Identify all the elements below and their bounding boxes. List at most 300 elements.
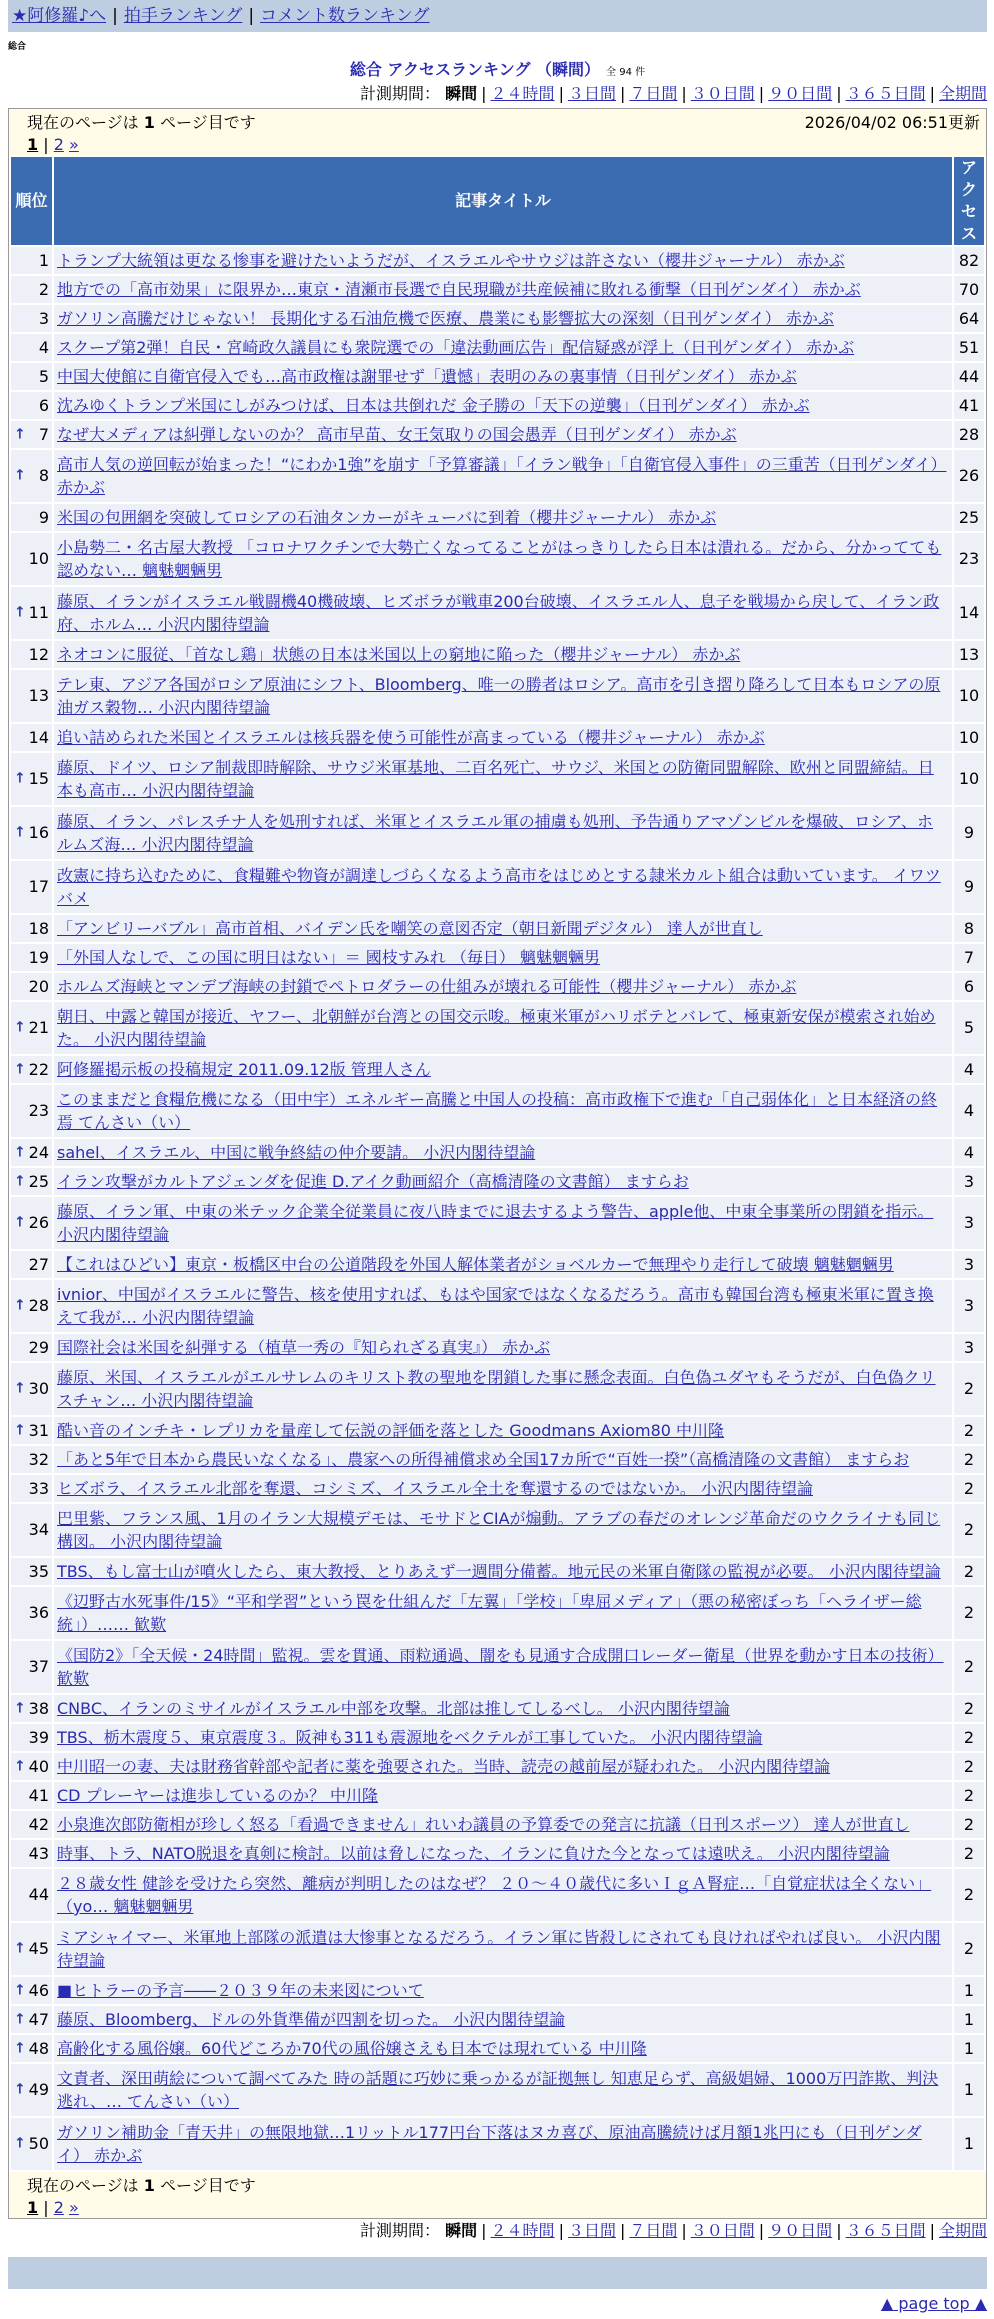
article-link[interactable]: 巴里紫、フランス風、1月のイラン大規模デモは、モサドとCIAが煽動。アラブの春だのオレンジ革命だのウクライナも同じ構図。 小沢内閣待望論 — [57, 1509, 941, 1551]
table-row — [11, 1446, 984, 1473]
rank-cell — [11, 670, 52, 722]
article-link[interactable]: 沈みゆくトランプ米国にしがみつけば、日本は共倒れだ 金子勝の「天下の逆襲」（日刊ゲンダイ） 赤かぶ — [57, 396, 810, 415]
rank-number: 42 — [28, 1814, 49, 1834]
article-link[interactable]: なぜ大メディアは糾弾しないのか？ 高市早苗、女王気取りの国会愚弄（日刊ゲンダイ） 赤かぶ — [57, 425, 737, 444]
access-count: 4 — [954, 1056, 984, 1083]
rank-cell — [11, 641, 52, 668]
page-title-row — [8, 60, 987, 82]
rank-cell — [11, 2064, 52, 2116]
article-link[interactable]: 藤原、イラン、パレスチナ人を処刑すれば、米軍とイスラエル軍の捕虜も処刑、予告通りアマゾンビルを爆破、ロシア、ホルムズ海… 小沢内閣待望論 — [57, 812, 934, 854]
period-option[interactable]: ７日間 — [629, 2221, 678, 2240]
rank-cell — [11, 2035, 52, 2062]
pager-bottom: 1 | 2 » — [27, 2198, 79, 2217]
rank-cell — [11, 1977, 52, 2004]
rank-number: 41 — [28, 1785, 49, 1805]
rank-number: 28 — [28, 1296, 49, 1315]
title-cell — [54, 421, 952, 448]
table-row — [11, 1869, 984, 1921]
article-link[interactable]: CNBC、イランのミサイルがイスラエル中部を攻撃。北部は推してしるべし。 小沢内閣待望論 — [57, 1699, 730, 1718]
rank-number: 23 — [28, 1101, 49, 1120]
rank-number: 1 — [38, 250, 49, 270]
access-count: 2 — [954, 1811, 984, 1838]
period-current: 瞬間 — [445, 84, 478, 103]
article-link[interactable]: このままだと食糧危機になる（田中宇）エネルギー高騰と中国人の投稿：高市政権下で進む「自己弱体化」と日本経済の終焉 てんさい（い） — [57, 1090, 938, 1132]
period-selector-top — [8, 82, 987, 106]
access-count: 51 — [954, 334, 984, 361]
title-cell — [54, 1168, 952, 1195]
title-cell — [54, 1641, 952, 1693]
table-row — [11, 450, 984, 502]
period-label: 計測期間： — [360, 2221, 441, 2240]
article-link[interactable]: ■ヒトラーの予言――２０３９年の未来図について — [57, 1981, 424, 2000]
rank-cell — [11, 533, 52, 585]
rank-number: 6 — [38, 395, 49, 415]
period-option[interactable]: ３０日間 — [690, 84, 755, 103]
period-option[interactable]: ９０日間 — [768, 2221, 833, 2240]
rank-cell — [11, 915, 52, 942]
title-cell — [54, 1923, 952, 1975]
access-count: 2 — [954, 1475, 984, 1502]
article-link[interactable]: sahel、イスラエル、中国に戦争終結の仲介要請。 小沢内閣待望論 — [57, 1143, 536, 1162]
title-cell — [54, 670, 952, 722]
access-count: 4 — [954, 1085, 984, 1137]
access-count: 1 — [954, 2118, 984, 2170]
period-separator: | — [558, 84, 564, 103]
title-cell — [54, 973, 952, 1000]
article-link[interactable]: 高齢化する風俗嬢。60代どころか70代の風俗嬢さえも日本では現れている 中川隆 — [57, 2039, 647, 2058]
rank-number: 20 — [28, 976, 49, 996]
period-separator: | — [619, 84, 626, 103]
page-top-row — [8, 2289, 987, 2319]
table-row — [11, 1977, 984, 2004]
table-row — [11, 1251, 984, 1278]
article-link[interactable]: ヒズボラ、イスラエル北部を奪還、コシミズ、イスラエル全土を奪還するのではないか。 小沢内閣待望論 — [57, 1479, 813, 1498]
page-top-link[interactable]: ▲ page top ▲ — [880, 2294, 987, 2313]
rank-cell — [11, 1085, 52, 1137]
table-row — [11, 973, 984, 1000]
rank-cell — [11, 1641, 52, 1693]
rank-cell — [11, 1417, 52, 1444]
rank-up-arrow-icon: ↑ — [14, 1214, 26, 1231]
access-count: 28 — [954, 421, 984, 448]
article-link[interactable]: 「アンビリーバブル」高市首相、バイデン氏を嘲笑の意図否定（朝日新聞デジタル） 達人が世直し — [57, 919, 763, 938]
period-option[interactable]: ３６５日間 — [845, 84, 926, 103]
article-link[interactable]: 藤原、Bloomberg、ドルの外貨準備が四割を切った。 小沢内閣待望論 — [57, 2010, 566, 2029]
title-cell — [54, 1197, 952, 1249]
rank-up-arrow-icon: ↑ — [14, 1757, 26, 1774]
comment-ranking-link[interactable]: コメント数ランキング — [260, 6, 430, 26]
rank-number: 29 — [28, 1337, 49, 1357]
period-separator: | — [836, 2221, 842, 2240]
rank-number: 7 — [38, 424, 49, 444]
rank-cell — [11, 1334, 52, 1361]
period-option[interactable]: ３日間 — [567, 2221, 616, 2240]
rank-number: 17 — [28, 877, 49, 896]
rank-cell — [11, 1811, 52, 1838]
table-row — [11, 1475, 984, 1502]
article-link[interactable]: 朝日、中露と韓国が接近、ヤフー、北朝鮮が台湾との国交示唆。極東米軍がハリボテとバレて、極東新安保が模索され始めた。 小沢内閣待望論 — [57, 1007, 936, 1049]
article-link[interactable]: 時事、トラ、NATO脱退を真剣に検討。以前は脅しになった、イランに負けた今となっては遠吠え。 小沢内閣待望論 — [57, 1844, 890, 1863]
rank-cell — [11, 1840, 52, 1867]
period-option[interactable]: ２４時間 — [490, 2221, 555, 2240]
access-count: 5 — [954, 1002, 984, 1054]
article-link[interactable]: 追い詰められた米国とイスラエルは核兵器を使う可能性が高まっている（櫻井ジャーナル） 赤かぶ — [57, 728, 765, 747]
rank-cell — [11, 861, 52, 913]
rank-number: 24 — [28, 1142, 49, 1162]
updated-timestamp: 2026/04/02 06:51更新 — [804, 113, 980, 132]
ranking-table — [9, 155, 986, 2172]
access-count: 9 — [954, 807, 984, 859]
rank-up-arrow-icon: ↑ — [14, 2039, 26, 2056]
rank-number: 4 — [38, 337, 49, 357]
access-count: 2 — [954, 1695, 984, 1722]
rank-header: 順位 — [11, 157, 52, 245]
pager-next[interactable]: » — [68, 2198, 79, 2217]
table-row — [11, 1056, 984, 1083]
table-row — [11, 1923, 984, 1975]
table-row — [11, 334, 984, 361]
table-row — [11, 1695, 984, 1722]
nav-separator: | — [112, 6, 118, 26]
rank-number: 36 — [28, 1603, 49, 1622]
table-row — [11, 1139, 984, 1166]
access-count: 9 — [954, 861, 984, 913]
title-cell — [54, 753, 952, 805]
rank-number: 35 — [28, 1561, 49, 1581]
title-cell — [54, 1085, 952, 1137]
period-separator: | — [481, 2221, 487, 2240]
rank-cell — [11, 1504, 52, 1556]
rank-cell — [11, 1782, 52, 1809]
access-count: 3 — [954, 1168, 984, 1195]
article-link[interactable]: ネオコンに服従、「首なし鶏」状態の日本は米国以上の窮地に陥った（櫻井ジャーナル） 赤かぶ — [57, 645, 741, 664]
rank-cell — [11, 753, 52, 805]
rank-cell — [11, 724, 52, 751]
article-link[interactable]: 藤原、米国、イスラエルがエルサレムのキリスト教の聖地を閉鎖した事に懸念表面。白色偽ユダヤもそうだが、白色偽クリスチャン… 小沢内閣待望論 — [57, 1368, 936, 1410]
table-row — [11, 1724, 984, 1751]
article-link[interactable]: 中川昭一の妻、夫は財務省幹部や記者に薬を強要された。当時、読売の越前屋が疑われた。 小沢内閣待望論 — [57, 1757, 831, 1776]
access-count: 2 — [954, 1558, 984, 1585]
title-cell — [54, 1977, 952, 2004]
access-count: 2 — [954, 1724, 984, 1751]
table-row — [11, 392, 984, 419]
table-row — [11, 1641, 984, 1693]
rank-number: 37 — [28, 1657, 49, 1676]
rank-cell — [11, 1558, 52, 1585]
rank-cell — [11, 1280, 52, 1332]
access-count: 70 — [954, 276, 984, 303]
rank-number: 30 — [28, 1379, 49, 1398]
table-row — [11, 807, 984, 859]
rank-number: 49 — [28, 2080, 49, 2099]
rank-number: 12 — [28, 644, 49, 664]
access-count: 14 — [954, 587, 984, 639]
rank-number: 44 — [28, 1885, 49, 1904]
title-cell — [54, 1695, 952, 1722]
article-link[interactable]: 藤原、イラン軍、中東の米テック企業全従業員に夜八時までに退去するよう警告、apple他、中東全事業所の閉鎖を指示。 小沢内閣待望論 — [57, 1202, 934, 1244]
period-separator: | — [758, 84, 765, 103]
rank-number: 32 — [28, 1449, 49, 1469]
title-cell — [54, 1334, 952, 1361]
article-link[interactable]: 小島勢二・名古屋大教授 「コロナワクチンで大勢亡くなってることがはっきりしたら日本は潰れる。だから、分かってても認めない… 魑魅魍魎男 — [57, 538, 942, 580]
rank-up-arrow-icon: ↑ — [14, 425, 26, 442]
period-option[interactable]: 全期間 — [938, 84, 987, 103]
article-link[interactable]: テレ東、アジア各国がロシア原油にシフト、Bloomberg、唯一の勝者はロシア。高市を引き摺り降ろして日本もロシアの原油ガス穀物… 小沢内閣待望論 — [57, 675, 941, 717]
access-count: 2 — [954, 1446, 984, 1473]
rank-cell — [11, 247, 52, 274]
rank-up-arrow-icon: ↑ — [14, 1060, 26, 1077]
access-count: 2 — [954, 1417, 984, 1444]
page-info-footer — [9, 2172, 986, 2218]
rank-number: 25 — [28, 1171, 49, 1191]
article-link[interactable]: ガソリン補助金「青天井」の無限地獄…1リットル177円台下落はヌカ喜び、原油高騰続けば月額1兆円にも（日刊ゲンダイ） 赤かぶ — [57, 2123, 922, 2165]
rank-cell — [11, 1363, 52, 1415]
article-link[interactable]: 中国大使館に自衛官侵入でも…高市政権は謝罪せず「遺憾」表明のみの裏事情（日刊ゲンダイ） 赤かぶ — [57, 367, 797, 386]
table-row — [11, 2035, 984, 2062]
table-row — [11, 1504, 984, 1556]
article-link[interactable]: 藤原、ドイツ、ロシア制裁即時解除、サウジ米軍基地、二百名死亡、サウジ、米国との防衛同盟解除、欧州と同盟締結。日本も高市… 小沢内閣待望論 — [57, 758, 934, 800]
period-option[interactable]: ３０日間 — [690, 2221, 755, 2240]
rank-number: 9 — [38, 507, 49, 527]
bottom-bar — [8, 2257, 987, 2289]
rank-number: 19 — [28, 947, 49, 967]
article-link[interactable]: イラン攻撃がカルトアジェンダを促進 D.アイク動画紹介（高橋清隆の文書館） ますらお — [57, 1172, 689, 1191]
access-count: 2 — [954, 1753, 984, 1780]
table-row — [11, 915, 984, 942]
article-link[interactable]: CD プレーヤーは進歩しているのか？ 中川隆 — [57, 1786, 379, 1805]
title-cell — [54, 305, 952, 332]
period-label: 計測期間： — [360, 84, 441, 103]
article-link[interactable]: 阿修羅掲示板の投稿規定 2011.09.12版 管理人さん — [57, 1060, 431, 1079]
period-option[interactable]: ３６５日間 — [845, 2221, 926, 2240]
access-count: 6 — [954, 973, 984, 1000]
access-count: 64 — [954, 305, 984, 332]
title-cell — [54, 1446, 952, 1473]
rank-number: 10 — [28, 549, 49, 568]
table-row — [11, 861, 984, 913]
access-count: 2 — [954, 1504, 984, 1556]
article-link[interactable]: 藤原、イランがイスラエル戦闘機40機破壊、ヒズボラが戦車200台破壊、イスラエル人、息子を戦場から戻して、イラン政府、ホルム… 小沢内閣待望論 — [57, 592, 940, 634]
title-cell — [54, 504, 952, 531]
table-row — [11, 504, 984, 531]
rank-number: 15 — [28, 769, 49, 788]
title-cell — [54, 1840, 952, 1867]
current-page-text: 現在のページは 1 ページ目です — [27, 2176, 256, 2195]
rank-cell — [11, 1168, 52, 1195]
rank-cell — [11, 1869, 52, 1921]
period-option[interactable]: ７日間 — [629, 84, 678, 103]
rank-cell — [11, 363, 52, 390]
title-cell — [54, 641, 952, 668]
period-option[interactable]: ２４時間 — [490, 84, 555, 103]
rank-number: 2 — [38, 279, 49, 299]
article-link[interactable]: 地方での「高市効果」に限界か…東京・清瀬市長選で自民現職が共産候補に敗れる衝撃（日刊ゲンダイ） 赤かぶ — [57, 280, 861, 299]
title-header: 記事タイトル — [54, 157, 952, 245]
title-cell — [54, 915, 952, 942]
access-count: 3 — [954, 1251, 984, 1278]
page-info-header — [9, 109, 986, 155]
table-row — [11, 305, 984, 332]
rank-number: 5 — [38, 366, 49, 386]
applause-ranking-link[interactable]: 拍手ランキング — [123, 6, 243, 26]
access-count: 2 — [954, 1641, 984, 1693]
rank-number: 48 — [28, 2038, 49, 2058]
period-option[interactable]: ３日間 — [567, 84, 616, 103]
rank-up-arrow-icon: ↑ — [14, 1380, 26, 1397]
access-count: 2 — [954, 1840, 984, 1867]
rank-number: 40 — [28, 1756, 49, 1776]
table-row — [11, 724, 984, 751]
article-link[interactable]: スクープ第2弾！自民・宮崎政久議員にも衆院選での「違法動画広告」配信疑惑が浮上（日刊ゲンダイ） 赤かぶ — [57, 338, 855, 357]
period-separator: | — [929, 84, 935, 103]
rank-number: 34 — [28, 1520, 49, 1539]
table-row — [11, 670, 984, 722]
table-row — [11, 1085, 984, 1137]
title-cell — [54, 1280, 952, 1332]
title-cell — [54, 247, 952, 274]
article-link[interactable]: 高市人気の逆回転が始まった！“にわか1強”を崩す「予算審議」「イラン戦争」「自衛官侵入事件」の三重苦（日刊ゲンダイ） 赤かぶ — [57, 455, 947, 497]
title-cell — [54, 2035, 952, 2062]
access-count: 25 — [954, 504, 984, 531]
title-cell — [54, 1782, 952, 1809]
article-link[interactable]: 国際社会は米国を糾弾する（植草一秀の『知られざる真実』） 赤かぶ — [57, 1338, 551, 1357]
access-count: 3 — [954, 1334, 984, 1361]
table-row — [11, 1002, 984, 1054]
rank-cell — [11, 450, 52, 502]
access-count: 2 — [954, 1782, 984, 1809]
access-count: 1 — [954, 2064, 984, 2116]
rank-number: 22 — [28, 1059, 49, 1079]
pager-current: 1 — [27, 2198, 39, 2217]
access-count: 82 — [954, 247, 984, 274]
rank-up-arrow-icon: ↑ — [14, 1981, 26, 1998]
table-row — [11, 1168, 984, 1195]
rank-up-arrow-icon: ↑ — [14, 604, 26, 621]
title-cell — [54, 1587, 952, 1639]
article-link[interactable]: 【これはひどい】東京・板橋区中台の公道階段を外国人解体業者がショベルカーで無理やり走行して破壊 魑魅魍魎男 — [57, 1255, 894, 1274]
title-cell — [54, 334, 952, 361]
article-link[interactable]: ivnior、中国がイスラエルに警告、核を使用すれば、もはや国家ではなくなるだろう。高市も韓国台湾も極東米軍に置き換えて我が… 小沢内閣待望論 — [57, 1285, 934, 1327]
table-row — [11, 363, 984, 390]
rank-up-arrow-icon: ↑ — [14, 1699, 26, 1716]
article-link[interactable]: ホルムズ海峡とマンデブ海峡の封鎖でペトロダラーの仕組みが壊れる可能性（櫻井ジャーナル） 赤かぶ — [57, 977, 797, 996]
period-current: 瞬間 — [445, 2221, 478, 2240]
article-link[interactable]: トランプ大統領は更なる惨事を避けたいようだが、イスラエルやサウジは許さない（櫻井ジャーナル） 赤かぶ — [57, 251, 845, 270]
table-row — [11, 641, 984, 668]
rank-cell — [11, 1587, 52, 1639]
table-row — [11, 944, 984, 971]
rank-cell — [11, 1923, 52, 1975]
rank-up-arrow-icon: ↑ — [14, 824, 26, 841]
table-row — [11, 421, 984, 448]
access-count: 7 — [954, 944, 984, 971]
period-option[interactable]: 全期間 — [938, 2221, 987, 2240]
rank-cell — [11, 334, 52, 361]
rank-cell — [11, 1251, 52, 1278]
table-row — [11, 1334, 984, 1361]
article-link[interactable]: ガソリン高騰だけじゃない！ 長期化する石油危機で医療、農業にも影響拡大の深刻（日刊ゲンダイ） 赤かぶ — [57, 309, 834, 328]
access-count: 13 — [954, 641, 984, 668]
table-row — [11, 1811, 984, 1838]
title-cell — [54, 1056, 952, 1083]
rank-number: 13 — [28, 686, 49, 705]
rank-cell — [11, 421, 52, 448]
rank-number: 14 — [28, 727, 49, 747]
access-count: 10 — [954, 724, 984, 751]
period-option[interactable]: ９０日間 — [768, 84, 833, 103]
title-cell — [54, 1558, 952, 1585]
rank-cell — [11, 1446, 52, 1473]
rank-up-arrow-icon: ↑ — [14, 467, 26, 484]
article-link[interactable]: ミアシャイマー、米軍地上部隊の派遣は大惨事となるだろう。イラン軍に皆殺しにされても良ければやれば良い。 小沢内閣待望論 — [57, 1928, 941, 1970]
title-cell — [54, 944, 952, 971]
article-link[interactable]: 改憲に持ち込むために、食糧難や物資が調達しづらくなるよう高市をはじめとする隷米カルト組合は動いています。 イワツバメ — [57, 866, 941, 908]
article-link[interactable]: 小泉進次郎防衛相が珍しく怒る「看過できません」れいわ議員の予算委での発言に抗議（日刊スポーツ） 達人が世直し — [57, 1815, 910, 1834]
current-page-text: 現在のページは 1 ページ目です — [27, 113, 256, 132]
access-count: 2 — [954, 1923, 984, 1975]
pager-page-2[interactable]: 2 — [53, 135, 64, 154]
table-row — [11, 533, 984, 585]
rank-number: 26 — [28, 1213, 49, 1232]
title-cell — [54, 1724, 952, 1751]
article-link[interactable]: 「外国人なしで、この国に明日はない」＝ 國枝すみれ （毎日） 魑魅魍魎男 — [57, 948, 600, 967]
home-link[interactable]: ★阿修羅♪へ — [12, 6, 107, 26]
rank-number: 38 — [28, 1698, 49, 1718]
article-link[interactable]: 《辺野古水死事件/15》“平和学習”という罠を仕組んだ「左翼」「学校」「卑屈メディア」（悪の秘密ぼっち「ヘライザー総統」）…… 歓歎 — [57, 1592, 922, 1634]
rank-cell — [11, 587, 52, 639]
table-row — [11, 2064, 984, 2116]
article-link[interactable]: 米国の包囲網を突破してロシアの石油タンカーがキューバに到着（櫻井ジャーナル） 赤かぶ — [57, 508, 717, 527]
table-row — [11, 1558, 984, 1585]
rank-number: 47 — [28, 2009, 49, 2029]
pager-next[interactable]: » — [68, 135, 79, 154]
title-cell — [54, 1417, 952, 1444]
rank-number: 46 — [28, 1980, 49, 2000]
period-separator: | — [681, 84, 687, 103]
article-link[interactable]: ２８歳女性 健診を受けたら突然、離病が判明したのはなぜ？ ２０～４０歳代に多いＩｇＡ腎症…「自覚症状は全くない」 （yo… 魑魅魍魎男 — [57, 1874, 932, 1916]
ranking-box — [8, 108, 987, 2219]
title-cell — [54, 587, 952, 639]
rank-up-arrow-icon: ↑ — [14, 1297, 26, 1314]
title-cell — [54, 1753, 952, 1780]
article-link[interactable]: 文責者、深田萌絵について調べてみた 時の話題に巧妙に乗っかるが証拠無し 知恵足らず、高級娼婦、1000万円詐欺、判決逃れ、… てんさい（い） — [57, 2069, 939, 2111]
rank-number: 16 — [28, 823, 49, 842]
table-row — [11, 587, 984, 639]
rank-up-arrow-icon: ↑ — [14, 1172, 26, 1189]
article-link[interactable]: TBS、もし富士山が噴火したら、東大教授、とりあえず一週間分備蓄。地元民の米軍自衛隊の監視が必要。 小沢内閣待望論 — [57, 1562, 941, 1581]
article-link[interactable]: 《国防2》「全天候・24時間」監視。雲を貫通、雨粒通過、闇をも見通す合成開口レーダー衛星（世界を動かす日本の技術） 歓歎 — [57, 1646, 944, 1688]
access-count: 1 — [954, 2035, 984, 2062]
rank-up-arrow-icon: ↑ — [14, 2010, 26, 2027]
table-row — [11, 1840, 984, 1867]
access-count: 23 — [954, 533, 984, 585]
title-cell — [54, 450, 952, 502]
access-count: 3 — [954, 1197, 984, 1249]
title-cell — [54, 1869, 952, 1921]
rank-cell — [11, 1724, 52, 1751]
access-count: 2 — [954, 1363, 984, 1415]
access-count: 8 — [954, 915, 984, 942]
period-selector-bottom — [8, 2219, 987, 2243]
article-link[interactable]: 「あと5年で日本から農民いなくなる」、農家への所得補償求め全国17カ所で“百姓一揆”（高橋清隆の文書館） ますらお — [57, 1450, 910, 1469]
article-link[interactable]: TBS、栃木震度５、東京震度３。阪神も311も震源地をベクテルが工事していた。 小沢内閣待望論 — [57, 1728, 763, 1747]
pager-page-2[interactable]: 2 — [53, 2198, 64, 2217]
rank-up-arrow-icon: ↑ — [14, 1143, 26, 1160]
access-count: 2 — [954, 1587, 984, 1639]
title-cell — [54, 363, 952, 390]
article-link[interactable]: 酷い音のインチキ・レプリカを量産して伝説の評価を落とした Goodmans Axiom80 中川隆 — [57, 1421, 725, 1440]
top-nav — [8, 0, 987, 32]
